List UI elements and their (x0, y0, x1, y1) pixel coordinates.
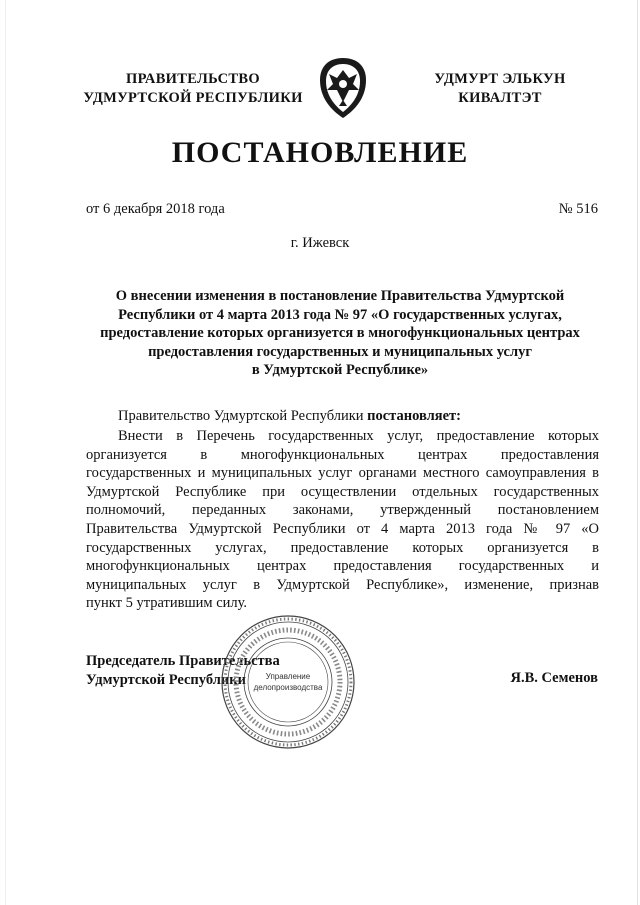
body-line: полномочий, переданных законами, утвержденный постановлением (86, 502, 599, 519)
org-right-line-2: КИВАЛТЭТ (458, 90, 542, 106)
signer-name: Я.В. Семенов (510, 670, 598, 686)
stamp-inner-text-2: делопроизводства (253, 683, 323, 692)
body-line: Удмуртской Республике при осуществлении отдельных государственных (86, 483, 599, 500)
document-city: г. Ижевск (290, 235, 350, 251)
signer-title-line: Удмуртской Республики (86, 672, 246, 688)
body-line: Правительства Удмуртской Республики от 4 марта 2013 года № 97 «О (86, 520, 599, 537)
preamble-decree-word: постановляет: (367, 408, 461, 424)
body-line: Внести в Перечень государственных услуг, предоставление которых (118, 428, 599, 444)
document-body (86, 427, 599, 613)
document-number: № 516 (558, 201, 598, 217)
document-subject (92, 287, 588, 380)
org-left-line-1: ПРАВИТЕЛЬСТВО (126, 71, 260, 87)
body-line: муниципальных услуг в Удмуртской Республике», изменение, признав (86, 576, 599, 593)
body-line: государственных и муниципальных услуг органами местного самоуправления в (86, 465, 599, 482)
body-line: пункт 5 утратившим силу. (86, 595, 248, 612)
subject-line: Республики от 4 марта 2013 года № 97 «О государственных услугах, (118, 306, 562, 323)
subject-line: в Удмуртской Республике» (251, 362, 429, 378)
body-line: многофункциональных центрах предоставления государственных и (86, 558, 599, 575)
signer-title-line: Председатель Правительства (86, 653, 280, 669)
document-date: от 6 декабря 2018 года (86, 201, 225, 217)
org-name-russian (68, 70, 318, 108)
body-line: государственных услугах, предоставление которых организуется в (86, 539, 599, 556)
preamble (118, 408, 461, 425)
org-name-udmurt (400, 70, 600, 108)
subject-line: предоставление которых организуется в многофункциональных центрах (100, 325, 580, 341)
preamble-text: Правительство Удмуртской Республики (118, 408, 364, 424)
document-type-title: ПОСТАНОВЛЕНИЕ (171, 136, 469, 169)
org-right-line-1: УДМУРТ ЭЛЬКУН (434, 71, 566, 87)
official-stamp-icon (218, 612, 358, 752)
subject-line: предоставления государственных и муниципальных услуг (148, 343, 532, 360)
org-left-line-2: УДМУРТСКОЙ РЕСПУБЛИКИ (83, 90, 303, 106)
coat-of-arms-icon (317, 56, 369, 120)
subject-line: О внесении изменения в постановление Правительства Удмуртской (115, 288, 565, 304)
body-line: организуется в многофункциональных центрах предоставления (86, 446, 599, 463)
stamp-inner-text-1: Управление (265, 672, 311, 681)
